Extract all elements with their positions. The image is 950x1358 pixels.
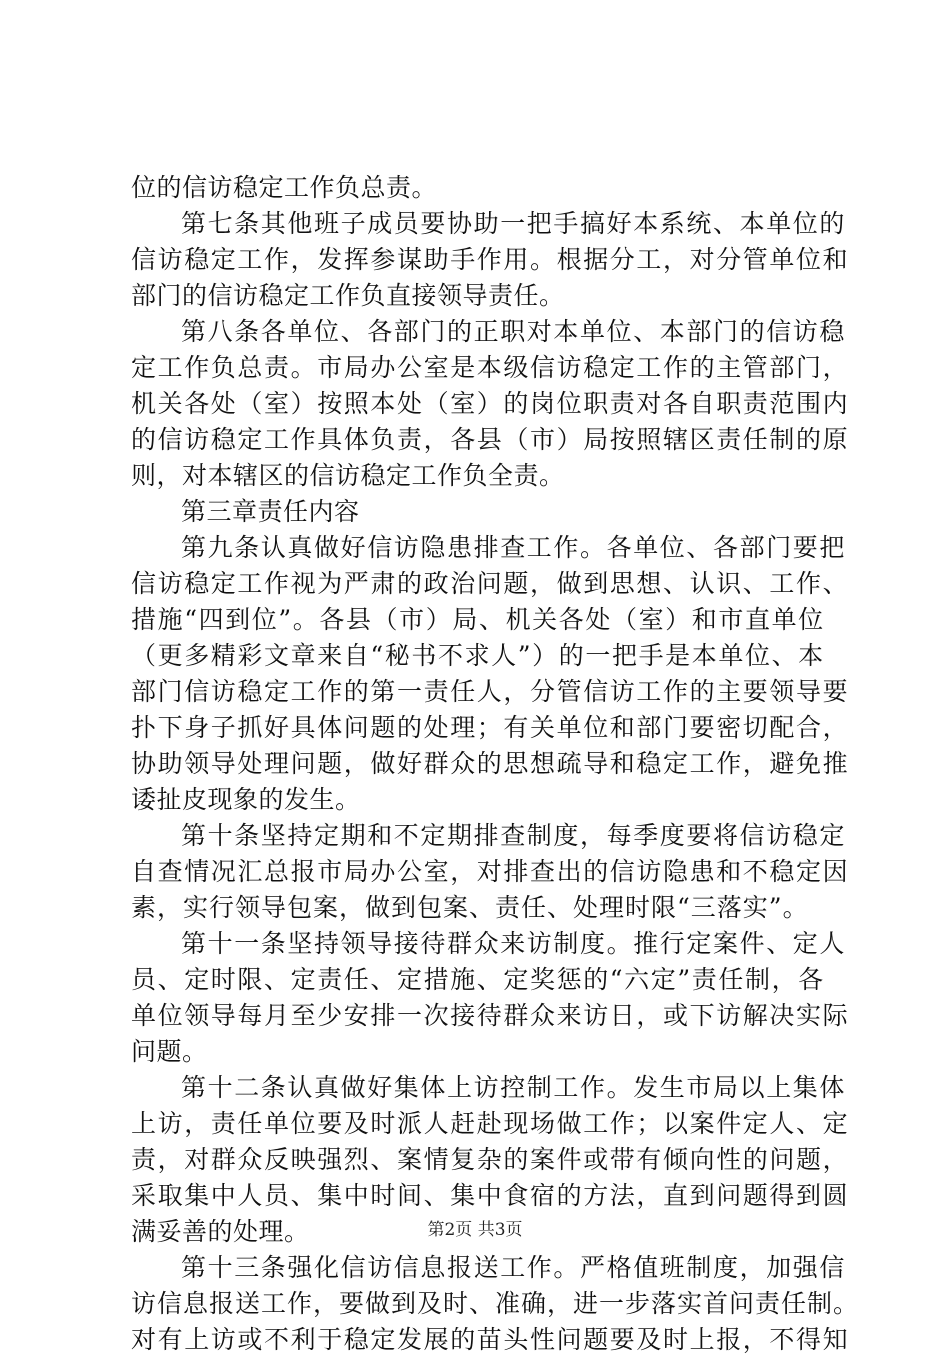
chapter-heading: 第三章责任内容 [181, 497, 360, 526]
text-line: 单位领导每月至少安排一次接待群众来访日，或下访解决实际 [131, 1001, 850, 1030]
text-line: 第十一条坚持领导接待群众来访制度。推行定案件、定人 [181, 929, 847, 958]
text-line: 自查情况汇总报市局办公室，对排查出的信访隐患和不稳定因 [131, 857, 850, 886]
text-line: 问题。 [131, 1037, 208, 1066]
text-line: 员、定时限、定责任、定措施、定奖惩的“六定”责任制，各 [131, 965, 825, 994]
text-line: 信访稳定工作视为严肃的政治问题，做到思想、认识、工作、 [131, 569, 850, 598]
body-text [131, 170, 860, 1358]
text-line: 诿扯皮现象的发生。 [131, 785, 361, 814]
text-line: 第十三条强化信访信息报送工作。严格值班制度，加强信 [181, 1253, 847, 1282]
text-line: 素，实行领导包案，做到包案、责任、处理时限“三落实”。 [131, 893, 809, 922]
text-line: 对有上访或不利于稳定发展的苗头性问题要及时上报，不得知 [131, 1325, 850, 1354]
text-line: 信访稳定工作，发挥参谋助手作用。根据分工，对分管单位和 [131, 245, 850, 274]
text-line: 协助领导处理问题，做好群众的思想疏导和稳定工作，避免推 [131, 749, 850, 778]
text-line: 第八条各单位、各部门的正职对本单位、本部门的信访稳 [181, 317, 847, 346]
text-line: 定工作负总责。市局办公室是本级信访稳定工作的主管部门， [131, 353, 850, 382]
text-line: 第十条坚持定期和不定期排查制度，每季度要将信访稳定 [181, 821, 847, 850]
text-line: （更多精彩文章来自“秘书不求人”）的一把手是本单位、本 [131, 641, 825, 670]
text-line: 的信访稳定工作具体负责，各县（市）局按照辖区责任制的原 [131, 425, 850, 454]
text-line: 满妥善的处理。 [131, 1217, 310, 1246]
text-line: 扑下身子抓好具体问题的处理；有关单位和部门要密切配合， [131, 713, 850, 742]
text-line: 机关各处（室）按照本处（室）的岗位职责对各自职责范围内 [131, 389, 850, 418]
text-line: 位的信访稳定工作负总责。 [131, 173, 438, 202]
text-line: 部门信访稳定工作的第一责任人，分管信访工作的主要领导要 [131, 677, 850, 706]
page-number-footer: 第2页 共3页 [427, 1220, 523, 1240]
text-line: 则，对本辖区的信访稳定工作负全责。 [131, 461, 565, 490]
text-line: 第九条认真做好信访隐患排查工作。各单位、各部门要把 [181, 533, 847, 562]
text-line: 责，对群众反映强烈、案情复杂的案件或带有倾向性的问题， [131, 1145, 850, 1174]
text-line: 采取集中人员、集中时间、集中食宿的方法，直到问题得到圆 [131, 1181, 850, 1210]
text-line: 第十二条认真做好集体上访控制工作。发生市局以上集体 [181, 1073, 847, 1102]
text-line: 措施“四到位”。各县（市）局、机关各处（室）和市直单位 [131, 605, 825, 634]
text-line: 部门的信访稳定工作负直接领导责任。 [131, 281, 565, 310]
text-line: 第七条其他班子成员要协助一把手搞好本系统、本单位的 [181, 209, 847, 238]
text-line: 上访，责任单位要及时派人赶赴现场做工作；以案件定人、定 [131, 1109, 850, 1138]
text-line: 访信息报送工作，要做到及时、准确，进一步落实首问责任制。 [131, 1289, 860, 1318]
